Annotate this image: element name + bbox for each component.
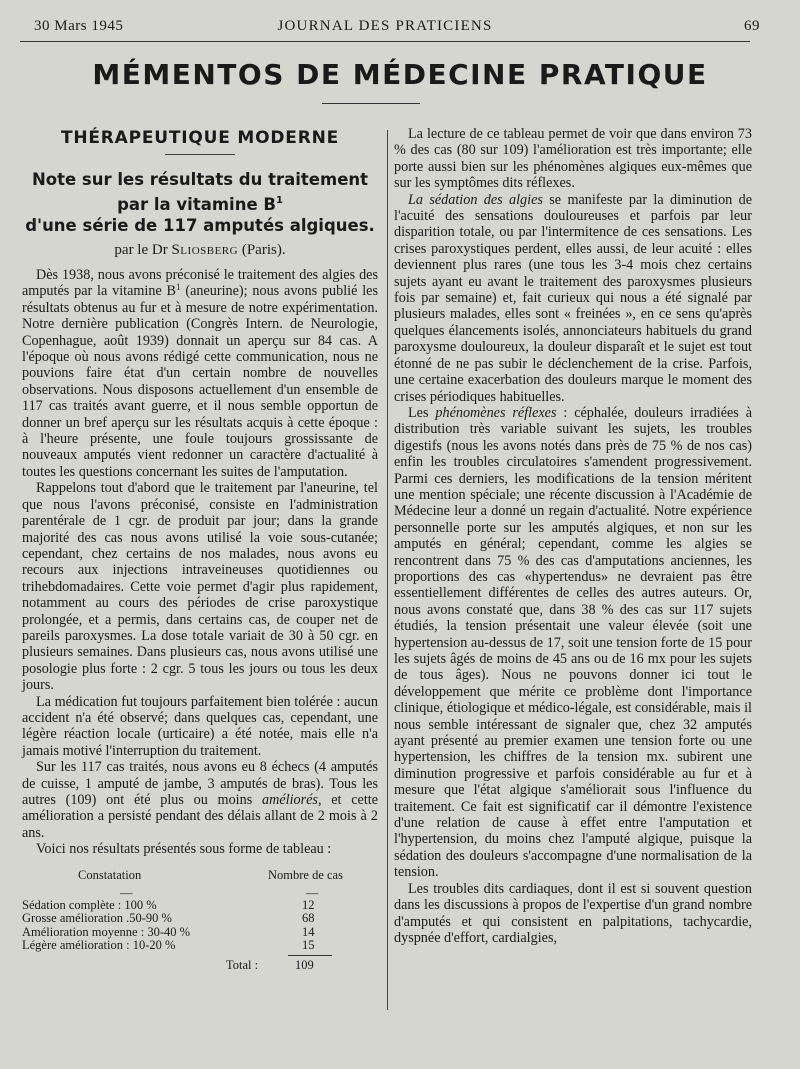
paragraph — [22, 759, 378, 841]
paragraph: Voici nos résultats présentés sous forme de tableau : — [36, 841, 332, 858]
article-title — [22, 169, 378, 236]
table-dashes — [22, 886, 378, 898]
paragraph — [394, 405, 752, 881]
table-row-value: 68 — [302, 911, 315, 926]
byline-suffix: (Paris). — [238, 242, 286, 258]
paragraph-text: Sur les 117 cas traités, nous avons eu 8 échecs (4 amputés de cuisse, 1 amputé de jambe, 3 amputés de bras). Tous les autres (109) ont été plus ou moins — [22, 759, 378, 808]
paragraph — [394, 192, 752, 405]
emphasis: améliorés, — [261, 792, 322, 808]
paragraph — [22, 267, 378, 480]
paragraph-text: Dès 1938, nous avons préconisé le traitement des algies des amputés par la vitamine B — [22, 267, 378, 300]
author-name: Sliosberg — [171, 242, 239, 258]
table-row-value: 14 — [302, 924, 315, 939]
paragraph-text: Les — [408, 404, 436, 421]
article-title-line-1: Note sur les résultats du traitement — [31, 170, 369, 189]
article-title-line-2 — [22, 190, 378, 215]
paragraph: La lecture de ce tableau permet de voir que dans environ 73 % des cas (80 sur 109) l'amélioration est très importante; elle porte aussi bien sur les phénomènes algiques eux-mêmes que sur les symptômes dits réflexes. — [394, 126, 752, 192]
paragraph-text: : céphalée, douleurs irradiées à distribution très variable suivant les sujets, les troubles digestifs (nous les avons notés dans près de 75 % de nos cas) enfin les troubles circulatoires s'amendent progressivement. Parmi ces derniers, les modifications de la tension méritent une mention spéciale; une récente discussion à l'Académie de Médecine leur a donné un regain d'actualité. Notre expérience personnelle porte sur les amputés algiques, et non sur les amputés en général; cependant, comme les algies se rencontrent dans 75 % des cas d'amputations anciennes, les proportions des cas «hypertendus» ne devraient pas être essentiellement différentes de celles des autres auteurs. Or, nous avons constaté que, dans 38 % des cas sur 117 sujets étudiés, la tension présentait une valeur élevée (soit une hypertension au-dessus de 17, soit une tension forte de 15 pour les sujets âgés de moins de 45 ans ou de 16 mx pour les sujets de tous âges). Nous ne pouvons donner ici tout le développement que mérite ce problème dont l'importance clinique, étiologique et médico-légale, est considérable, mais il nous semble intéressant de signaler que, chez 32 amputés ayant présenté au premier examen une tension forte ou une hypertension, les chiffres de la tension mx. subirent une diminution progressive et parfois considérable au fur et à mesure que l'état algique s'améliorait sous l'influence du traitement. Ce fait est significatif car il démontre l'existence d'une relation de cause à effet entre l'amputation et l'hypertension, du moins chez l'amputé algique, puisque la sédation des douleurs s'accompagne d'une normalisation de la tension. — [394, 404, 752, 881]
emphasis: La sédation des algies — [408, 191, 543, 208]
table-dash: — — [120, 885, 133, 900]
table-row — [22, 938, 378, 952]
table-row — [22, 911, 378, 925]
section-heading: THÉRAPEUTIQUE MODERNE — [60, 128, 340, 148]
paragraph: Rappelons tout d'abord que le traitement par l'aneurine, tel que nous l'avons préconisé, consiste en l'administration parentérale de 1 cgr. de produit par jour; dans la grande majorité des cas nous avons utilisé la voie sous-cutanée; cependant, chez certains de nos malades, nous avons eu recours aux injections intraveineuses quotidiennes ou trihebdomadaires. Cette voie permet d'agir plus rapidement, notamment au cours des périodes de crise paroxystique prolongée, et a permis, dans certains cas, de couper net de pareils paroxysmes. La dose totale variait de 30 à 50 cgr. en plusieurs semaines. Dans plusieurs cas, nous avons utilisé une posologie plus forte : 2 cgr. 5 tous les jours ou tous les deux jours. — [22, 480, 378, 694]
table-row-label: Sédation complète : 100 % — [22, 897, 157, 912]
paragraph: Les troubles dits cardiaques, dont il est si souvent question dans les discussions à propos de l'expertise d'un grand nombre d'amputés et qui consistent en palpitations, tachycardie, dyspnée d'effort, cardialgies, — [394, 880, 752, 946]
paragraph-text: et cette amélioration a persisté pendant des délais allant de 2 mois à 2 ans. — [22, 792, 378, 841]
table-row-value: 15 — [302, 938, 315, 953]
journal-name: JOURNAL DES PRATICIENS — [277, 18, 493, 34]
table-row — [22, 925, 378, 939]
results-table — [22, 868, 378, 974]
paragraph: La médication fut toujours parfaitement bien tolérée : aucun accident n'a été observé; dans quelques cas, cependant, une légère réaction locale (urticaire) a été notée, mais elle n'a jamais motivé l'interruption du traitement. — [22, 693, 378, 759]
article-title-line-3: d'une série de 117 amputés algiques. — [25, 216, 375, 235]
emphasis: phénomènes réflexes — [435, 404, 557, 421]
left-column — [22, 126, 378, 974]
vitamin-superscript: 1 — [275, 195, 283, 206]
page-number: 69 — [744, 18, 760, 34]
table-row — [22, 898, 378, 912]
running-head — [20, 16, 760, 40]
table-col-header-constatation: Constatation — [78, 867, 142, 882]
table-total-row — [22, 958, 378, 974]
byline-prefix: par le Dr — [114, 242, 172, 258]
byline — [22, 242, 378, 259]
table-row-label: Grosse amélioration .50-90 % — [22, 911, 172, 926]
table-sum-rule — [288, 955, 332, 956]
table-row-label: Amélioration moyenne : 30-40 % — [22, 924, 191, 939]
table-col-header-count: Nombre de cas — [268, 867, 343, 882]
header-rule — [20, 41, 750, 42]
right-column — [394, 126, 752, 946]
article-title-line-2-text: par la vitamine B — [117, 195, 276, 214]
issue-date: 30 Mars 1945 — [34, 18, 124, 34]
table-dash: — — [306, 885, 319, 900]
column-divider — [387, 130, 388, 1010]
paragraph-text: se manifeste par la diminution de l'acuité des sensations douloureuses et parfois par leur disparition totale, ou par l'intermitence de ces sensations. Les crises paroxystiques perdent, elles aussi, de leur acuité : elles deviennent plus rares (une tous les 3-4 mois chez certains sujets ayant eu avant le traitement des paroxysmes plusieurs fois par semaine) et, fait curieux qui nous a été signalé par plusieurs malades, elles sont « freinées », en ce sens qu'après quelques élancements isolés, annonciateurs habituels du grand paroxysme douloureux, la douleur disparaît et le sujet est tout étonné de ne pas subir le déclenchement de la crise. Parfois, une certaine exacerbation des douleurs marque le moment des crises périodiques habituelles. — [394, 191, 752, 405]
section-rule — [165, 154, 235, 155]
table-row-value: 12 — [302, 897, 315, 912]
table-total-label: Total : — [226, 957, 259, 972]
table-total-value: 109 — [295, 957, 314, 972]
main-title: MÉMENTOS DE MÉDECINE PRATIQUE — [92, 58, 708, 91]
table-header — [22, 868, 378, 886]
paragraph-text: (aneurine); nous avons publié les résultats obtenus au fur et à mesure de notre expérimentation. Notre dernière publication (Congrès Intern. de Neurologie, Copenhague, août 1939) donnait un aperçu sur 84 cas. A l'époque où nous avons rédigé cette communication, nous ne pouvions faire état d'un certain nombre de nouvelles observations. Nous disposons actuellement d'un ensemble de 117 cas traités avant guerre, et il nous semble opportun de donner un bref aperçu sur les résultats acquis à cette époque : à l'heure présente, une foule toujours grossissante de nouveaux amputés vient redonner un caractère d'actualité à toutes les questions concernant les suites de l'amputation. — [22, 283, 378, 480]
title-rule — [322, 103, 420, 104]
superscript: 1 — [176, 282, 181, 293]
table-row-label: Légère amélioration : 10-20 % — [22, 938, 176, 953]
